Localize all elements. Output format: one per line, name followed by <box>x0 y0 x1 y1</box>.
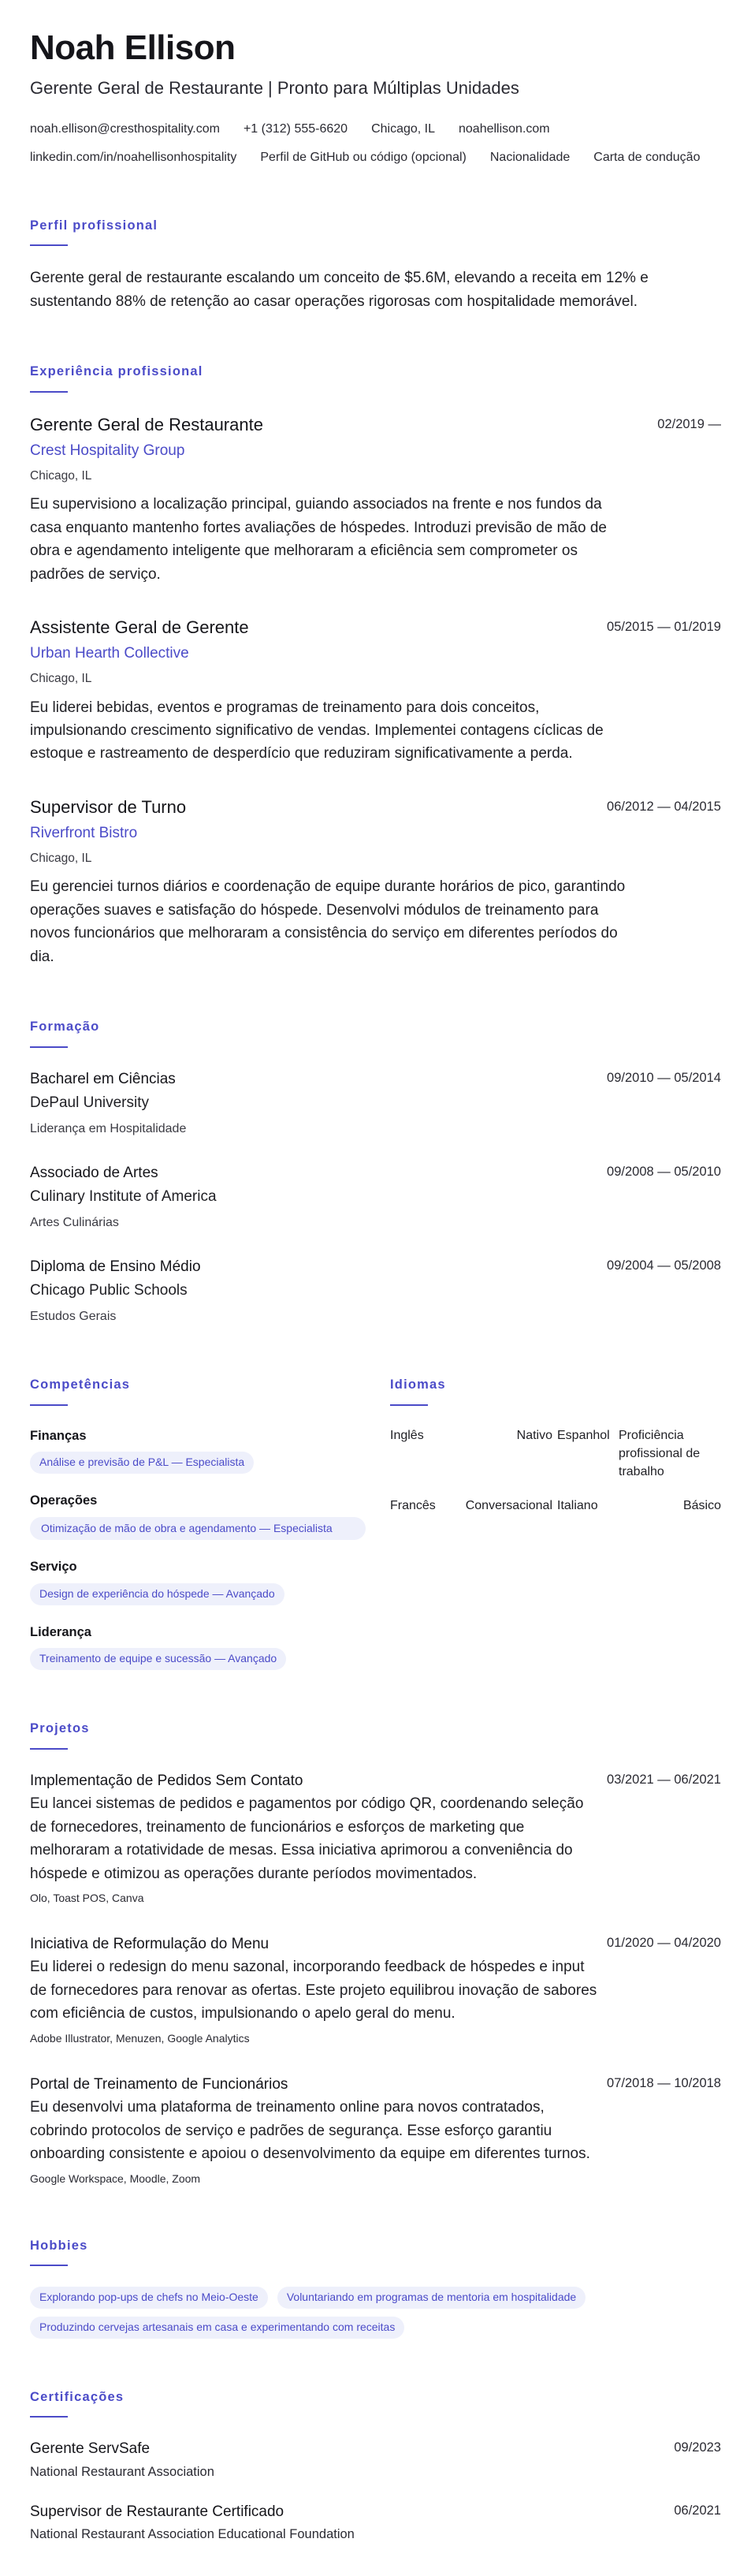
field-of-study: Artes Culinárias <box>30 1215 119 1229</box>
contact-linkedin[interactable]: linkedin.com/in/noahellisonhospitality <box>30 150 237 164</box>
hobbies-section <box>30 2236 721 2339</box>
company-name: Urban Hearth Collective <box>30 644 189 662</box>
candidate-name: Noah Ellison <box>30 28 236 67</box>
contact-email[interactable]: noah.ellison@cresthospitality.com <box>30 121 220 136</box>
hobby-list <box>30 2287 721 2338</box>
company-name: Crest Hospitality Group <box>30 442 185 459</box>
project-dates: 03/2021 — 06/2021 <box>607 1772 721 1787</box>
certification-item <box>30 2501 721 2544</box>
hobby-chip: Produzindo cervejas artesanais em casa e experimentando com receitas <box>30 2317 404 2339</box>
skill-group <box>30 1426 366 1474</box>
school-name: Culinary Institute of America <box>30 1188 217 1206</box>
section-divider <box>30 391 68 393</box>
certification-name: Gerente ServSafe <box>30 2440 151 2458</box>
field-of-study: Liderança em Hospitalidade <box>30 1121 187 1135</box>
language-level: Proficiência profissional de trabalho <box>619 1428 701 1478</box>
language-level: Nativo <box>516 1428 552 1442</box>
job-location: Chicago, IL <box>30 469 92 483</box>
summary-section <box>30 216 721 314</box>
degree-name: Diploma de Ensino Médio <box>30 1258 201 1275</box>
skill-chip: Otimização de mão de obra e agendamento — Especialista <box>30 1517 366 1541</box>
project-description: Eu liderei o redesign do menu sazonal, incorporando feedback de hóspedes e input de fornecedores para renovar as ofertas. Este projeto equilibrou inovação de sabores com eficiência de custos, impulsionando o apelo geral do menu. <box>30 1959 597 2022</box>
company-name: Riverfront Bistro <box>30 824 138 841</box>
certification-item <box>30 2438 721 2481</box>
section-divider <box>30 244 68 246</box>
project-item <box>30 1933 721 2047</box>
skill-category: Serviço <box>30 1560 77 1575</box>
job-description: Eu supervisiono a localização principal, guiando associados na frente e nos fundos da casa enquanto mantenho fortes avaliações de hóspedes. Introduzi previsão de mão de obra e agendamento inteligente que melhoraram a eficiência sem comprometer os padrões de serviço. <box>30 496 607 583</box>
education-dates: 09/2004 — 05/2008 <box>607 1258 721 1273</box>
education-dates: 09/2008 — 05/2010 <box>607 1164 721 1179</box>
skill-chip: Análise e previsão de P&L — Especialista <box>30 1452 254 1474</box>
skill-category: Liderança <box>30 1624 91 1639</box>
skill-group <box>30 1557 366 1605</box>
contact-phone[interactable]: +1 (312) 555-6620 <box>243 121 348 136</box>
education-item <box>30 1068 721 1139</box>
contact-driving-license: Carta de condução <box>593 150 701 164</box>
certification-issuer: National Restaurant Association Educational Foundation <box>30 2527 355 2542</box>
projects-section <box>30 1719 721 2187</box>
section-title: Competências <box>30 1377 131 1392</box>
skill-chip: Treinamento de equipe e sucessão — Avançado <box>30 1648 286 1670</box>
project-dates: 07/2018 — 10/2018 <box>607 2075 721 2090</box>
contact-list <box>30 120 721 167</box>
hobby-chip: Voluntariando em programas de mentoria em hospitalidade <box>277 2287 586 2309</box>
section-divider <box>30 1748 68 1750</box>
language-name: Francês <box>390 1499 436 1513</box>
project-dates: 01/2020 — 04/2020 <box>607 1935 721 1950</box>
language-name: Espanhol <box>557 1428 610 1442</box>
job-description: Eu gerenciei turnos diários e coordenação de equipe durante horários de pico, garantindo operações suaves e satisfação do hóspede. Desenvolvi módulos de treinamento para novos funcionários que melhoraram a consistência do serviço em diferentes períodos do dia. <box>30 878 626 965</box>
hobby-chip: Explorando pop-ups de chefs no Meio-Oeste <box>30 2287 268 2309</box>
skill-category: Finanças <box>30 1428 87 1443</box>
education-section <box>30 1017 721 1326</box>
experience-item <box>30 616 721 766</box>
section-title: Idiomas <box>390 1377 446 1392</box>
language-name: Italiano <box>557 1499 598 1513</box>
language-level: Conversacional <box>465 1499 552 1513</box>
degree-name: Bacharel em Ciências <box>30 1070 176 1087</box>
job-dates: 05/2015 — 01/2019 <box>607 620 721 635</box>
skill-group <box>30 1623 366 1670</box>
field-of-study: Estudos Gerais <box>30 1309 117 1323</box>
project-tools: Google Workspace, Moodle, Zoom <box>30 2172 201 2185</box>
certifications-section <box>30 2388 721 2544</box>
job-title: Supervisor de Turno <box>30 796 187 817</box>
contact-location: Chicago, IL <box>371 121 435 136</box>
contact-nationality: Nacionalidade <box>489 150 571 164</box>
skill-group <box>30 1491 366 1540</box>
section-title: Hobbies <box>30 2238 88 2253</box>
section-title: Experiência profissional <box>30 364 203 379</box>
project-item <box>30 1770 721 1907</box>
school-name: Chicago Public Schools <box>30 1282 188 1299</box>
job-dates: 02/2019 — <box>657 416 721 431</box>
project-description: Eu desenvolvi uma plataforma de treinamento online para novos contratados, cobrindo protocolos de serviço e padrões de segurança. Esse esforço garantiu onboarding consistente e apoiou o desenvolvimento da equipe em diferentes turnos. <box>30 2099 590 2163</box>
language-row <box>390 1497 721 1515</box>
job-title: Gerente Geral de Restaurante <box>30 414 263 434</box>
job-description: Eu liderei bebidas, eventos e programas de treinamento para dois conceitos, impulsionando crescimento significativo de vendas. Implementei contagens cíclicas de estoque e rastreamento de desperdício que reduziram significativamente a perda. <box>30 699 604 762</box>
candidate-headline: Gerente Geral de Restaurante | Pronto para Múltiplas Unidades <box>30 77 519 98</box>
skills-languages-row <box>30 1375 721 1670</box>
project-title: Implementação de Pedidos Sem Contato <box>30 1772 303 1789</box>
project-title: Iniciativa de Reformulação do Menu <box>30 1935 270 1952</box>
job-title: Assistente Geral de Gerente <box>30 617 249 638</box>
education-item <box>30 1162 721 1232</box>
project-tools: Olo, Toast POS, Canva <box>30 1891 144 1904</box>
section-divider <box>30 2416 68 2418</box>
section-divider <box>30 2265 68 2266</box>
job-dates: 06/2012 — 04/2015 <box>607 799 721 814</box>
section-title: Perfil profissional <box>30 218 158 233</box>
experience-item <box>30 413 721 586</box>
project-tools: Adobe Illustrator, Menuzen, Google Analytics <box>30 2031 250 2045</box>
language-name: Inglês <box>390 1428 424 1442</box>
project-title: Portal de Treinamento de Funcionários <box>30 2075 288 2093</box>
resume-header <box>30 28 721 167</box>
section-title: Certificações <box>30 2389 125 2404</box>
skills-section <box>30 1375 366 1670</box>
certification-name: Supervisor de Restaurante Certificado <box>30 2503 284 2520</box>
section-divider <box>30 1404 68 1406</box>
experience-item <box>30 796 721 968</box>
section-divider <box>390 1404 428 1406</box>
section-divider <box>30 1046 68 1048</box>
experience-section <box>30 362 721 968</box>
skill-chip: Design de experiência do hóspede — Avançado <box>30 1583 284 1605</box>
languages-section <box>390 1375 721 1670</box>
certification-date: 06/2021 <box>674 2503 721 2518</box>
summary-text: Gerente geral de restaurante escalando um conceito de $5.6M, elevando a receita em 12% e sustentando 88% de retenção ao casar operações rigorosas com hospitalidade memorável. <box>30 270 649 310</box>
contact-github[interactable]: Perfil de GitHub ou código (opcional) <box>260 150 467 164</box>
project-item <box>30 2074 721 2187</box>
education-item <box>30 1256 721 1326</box>
certification-issuer: National Restaurant Association <box>30 2464 214 2479</box>
section-title: Formação <box>30 1020 100 1035</box>
language-row <box>390 1426 721 1482</box>
education-dates: 09/2010 — 05/2014 <box>607 1070 721 1085</box>
job-location: Chicago, IL <box>30 672 92 686</box>
section-title: Projetos <box>30 1720 90 1735</box>
job-location: Chicago, IL <box>30 852 92 866</box>
contact-website[interactable]: noahellison.com <box>459 121 550 136</box>
language-level: Básico <box>682 1499 721 1513</box>
certification-date: 09/2023 <box>674 2440 721 2455</box>
school-name: DePaul University <box>30 1094 149 1112</box>
skill-category: Operações <box>30 1493 98 1508</box>
degree-name: Associado de Artes <box>30 1164 158 1181</box>
project-description: Eu lancei sistemas de pedidos e pagamentos por código QR, coordenando seleção de fornecedores, treinamento de funcionários e esforços de marketing que melhoraram a rotatividade de mesas. Essa iniciativa aprimorou a conveniência do hóspede e otimizou as operações durante períodos movimentados. <box>30 1795 584 1882</box>
